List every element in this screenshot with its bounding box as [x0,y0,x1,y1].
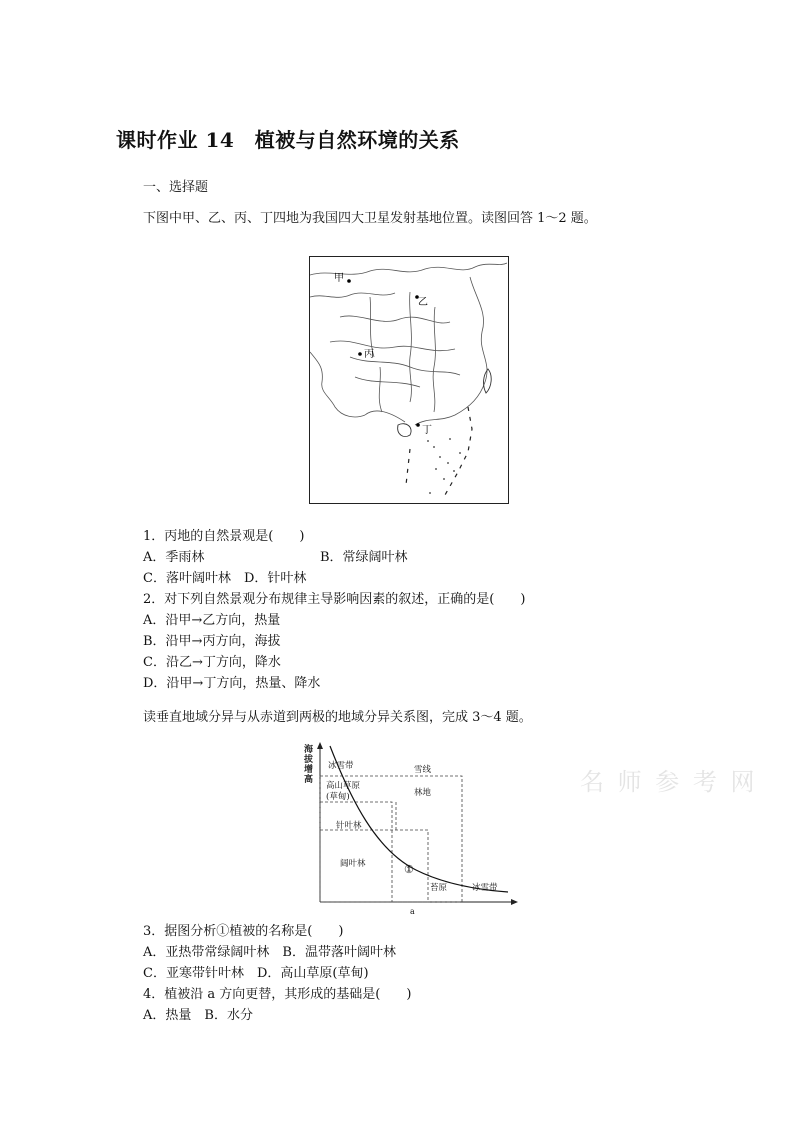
map-label-ding: 丁 [422,425,432,436]
q1-option-cd: C．落叶阔叶林 D．针叶林 [143,571,307,586]
q2-stem: 2．对下列自然景观分布规律主导影响因素的叙述，正确的是( ) [143,592,526,607]
q3-option-cd: C．亚寒带针叶林 D．高山草原(草甸) [143,966,369,981]
x-axis-label: a [410,907,415,916]
map-label-bing: 丙 [364,349,374,360]
y-axis-label: 海拔增高 [304,745,314,785]
zone-tundra: 苔原 [430,883,448,893]
q4-option-ab: A．热量 B．水分 [143,1008,253,1023]
china-map [310,257,507,502]
q1-stem: 1．丙地的自然景观是( ) [143,529,305,544]
q1-option-a: A．季雨林 [143,550,205,565]
page-title: 课时作业 14 植被与自然环境的关系 [116,128,460,152]
watermark: 名 师 参 考 网 [580,768,758,796]
map-label-yi: 乙 [418,297,428,308]
q4-stem: 4．植被沿 a 方向更替，其形成的基础是( ) [143,987,412,1002]
zonation-diagram [296,740,522,918]
zone-circle-1: ① [404,863,414,876]
china-map-figure [309,256,509,504]
zone-alpine: 高山草原 [326,781,361,791]
q3-option-ab: A．亚热带常绿阔叶林 B．温带落叶阔叶林 [143,945,396,960]
section-heading: 一、选择题 [143,180,209,195]
q3-stem: 3．据图分析①植被的名称是( ) [143,924,344,939]
zone-snowline: 雪线 [414,765,432,775]
zone-ice: 冰雪带 [328,761,354,771]
q1-option-b: B．常绿阔叶林 [320,550,408,565]
zone-broadleaf: 阔叶林 [340,859,366,869]
zone-ice-right: 冰雪带 [472,883,498,893]
zone-forest: 林地 [414,788,432,798]
map-label-jia: 甲 [334,273,344,284]
zonation-svg [296,740,522,918]
intro-text-2: 读垂直地域分异与从赤道到两极的地域分异关系图，完成 3～4 题。 [143,710,532,725]
intro-text-1: 下图中甲、乙、丙、丁四地为我国四大卫星发射基地位置。读图回答 1～2 题。 [143,211,597,226]
q2-option-a: A．沿甲→乙方向，热量 [143,613,281,628]
q2-option-d: D．沿甲→丁方向，热量、降水 [143,676,321,691]
zone-conifer: 针叶林 [336,821,362,831]
q2-option-c: C．沿乙→丁方向，降水 [143,655,281,670]
q2-option-b: B．沿甲→丙方向，海拔 [143,634,281,649]
zone-alpine-sub: (草甸) [326,792,350,802]
